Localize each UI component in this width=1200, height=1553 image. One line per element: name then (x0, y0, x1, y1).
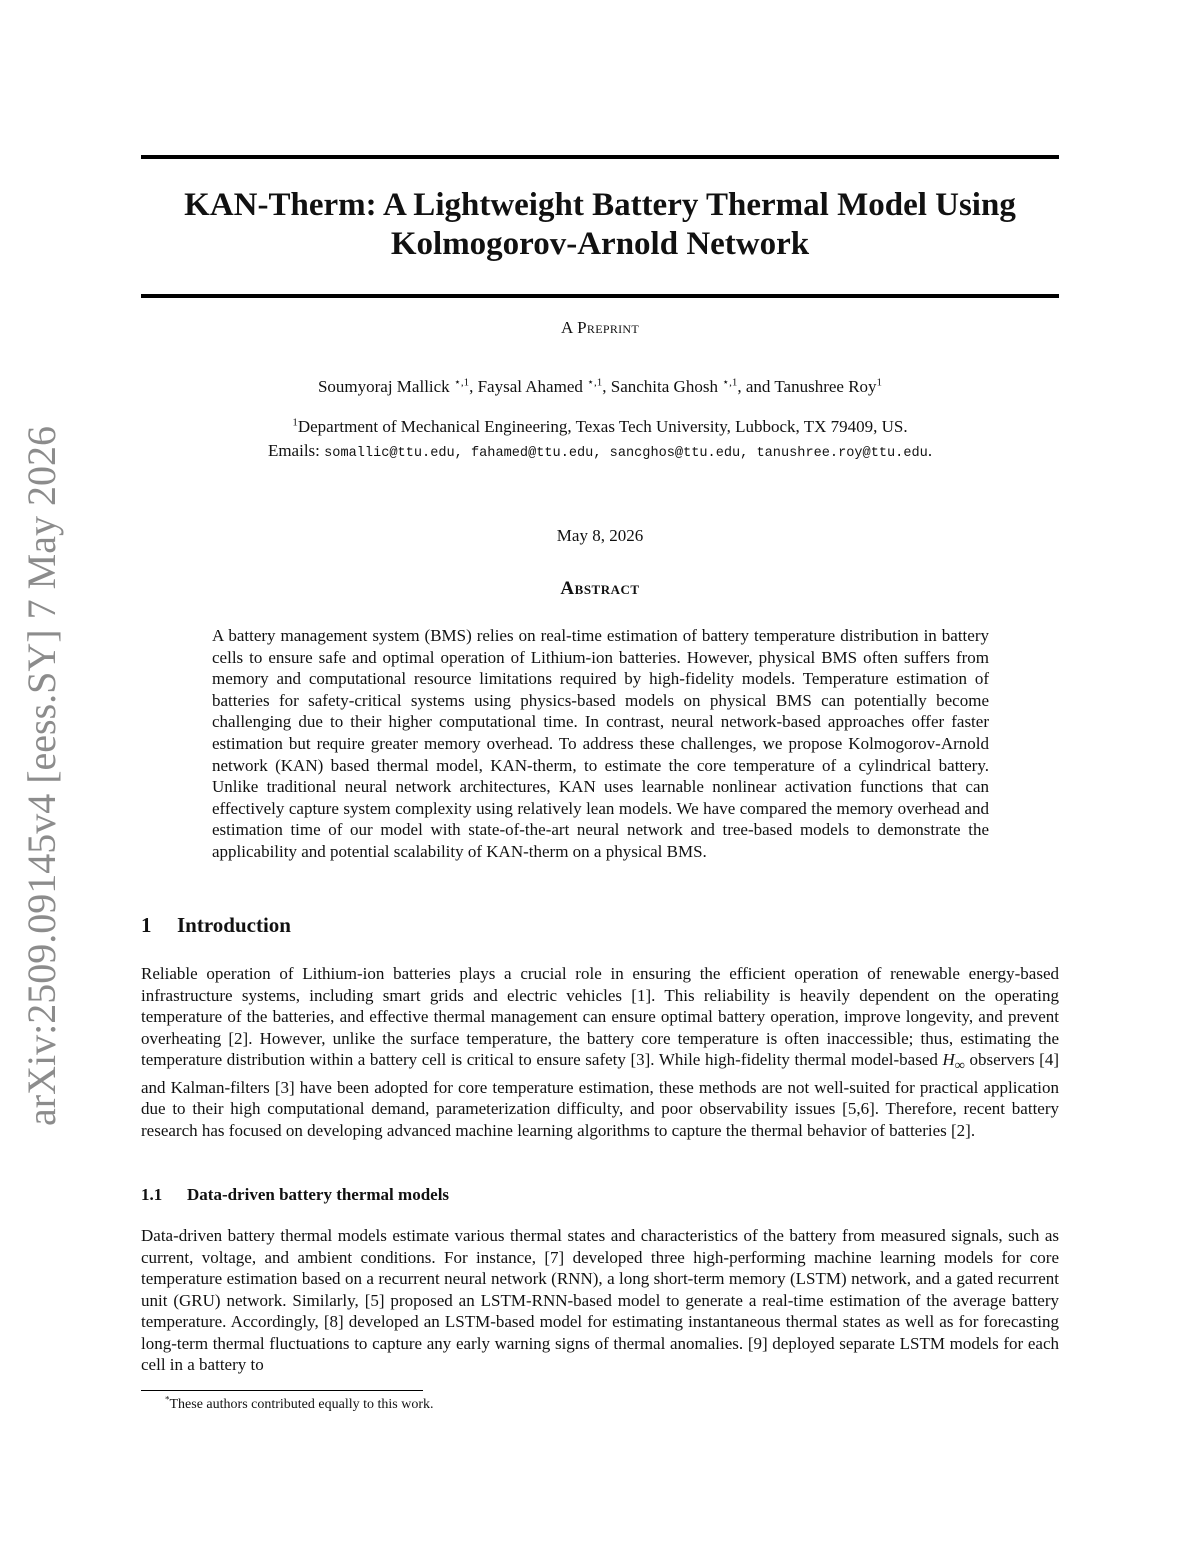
affiliation-text: Department of Mechanical Engineering, Texas Tech University, Lubbock, TX 79409, US. (297, 417, 908, 436)
footnote-mark: * (165, 1394, 170, 1405)
subsection-title: Data-driven battery thermal models (187, 1185, 450, 1204)
affiliation-mark: 1 (292, 416, 298, 429)
paper-title (141, 186, 1059, 264)
abstract-heading: Abstract (560, 578, 640, 599)
abstract-text: A battery management system (BMS) relies on real-time estimation of battery temperature distribution in battery cells to ensure safe and optimal operation of Lithium-ion batteries. However, physical BMS often suffers from memory and computational resource limitations required by high-fidelity models. Temperature estimation of batteries for safety-critical systems using physics-based models on physical BMS can potentially become challenging due to their higher computational time. In contrast, neural network-based approaches offer faster estimation but require greater memory overhead. To address these challenges, we propose Kolmogorov-Arnold network (KAN) based thermal model, KAN-therm, to estimate the core temperature of a cylindrical battery. Unlike traditional neural network architectures, KAN uses learnable nonlinear activation functions that can effectively capture system complexity using relatively lean models. We have compared the memory overhead and estimation time of our model with state-of-the-art neural network and tree-based models to demonstrate the applicability and potential scalability of KAN-therm on a physical BMS. (212, 626, 989, 861)
footnote-text: These authors contributed equally to this work. (169, 1397, 434, 1412)
author-name: Soumyoraj Mallick (317, 377, 450, 396)
section-number: 1 (141, 913, 152, 937)
author-list: Soumyoraj Mallick $^{⋆,1}$, Faysal Ahamed $^{⋆,1}$, Sanchita Ghosh $^{⋆,1}$, and Tanushree Roy$^1$ (317, 376, 883, 396)
author-mark: ⋆,1 (453, 376, 470, 389)
publication-date: May 8, 2026 (556, 526, 644, 545)
introduction-paragraph: Reliable operation of Lithium-ion batteries plays a crucial role in ensuring the efficient operation of renewable energy-based infrastructure systems, including smart grids and electric vehicles [1]. This reliability is heavily dependent on the operating temperature of the batteries, and effective thermal management can ensure optimal battery operation, improve longevity, and prevent overheating [2]. However, unlike the surface temperature, the battery core temperature is often inaccessible; thus, estimating the temperature distribution within a battery cell is critical to ensure safety [3]. While high-fidelity thermal model-based $H_\infty$ observers [4] and Kalman-filters [3] have been adopted for core temperature estimation, these methods are not well-suited for practical application due to their high computational demand, parameterization difficulty, and poor observability issues [5,6]. Therefore, recent battery research has focused on developing advanced machine learning algorithms to capture the thermal behavior of batteries [2]. (141, 964, 1060, 1140)
author-name: Tanushree Roy (774, 377, 877, 396)
section-title: Introduction (177, 913, 291, 937)
author-name: Sanchita Ghosh (610, 377, 718, 396)
preprint-label: A Preprint (560, 318, 640, 337)
section-heading-introduction (141, 913, 291, 938)
subsection-number: 1.1 (141, 1185, 163, 1204)
affiliation (141, 416, 1059, 438)
subsection-heading-data-driven (141, 1185, 449, 1205)
author-mark: ⋆,1 (722, 376, 738, 389)
author-mark: ⋆,1 (587, 376, 603, 389)
footnote-rule (141, 1390, 423, 1391)
author-mark: 1 (876, 376, 883, 389)
email-list[interactable]: somallic@ttu.edu, fahamed@ttu.edu, sancghos@ttu.edu, tanushree.roy@ttu.edu (324, 446, 928, 461)
title-line-2: Kolmogorov-Arnold Network (390, 226, 810, 262)
author-emails: Emails: somallic@ttu.edu, fahamed@ttu.edu, sancghos@ttu.edu, tanushree.roy@ttu.edu. (267, 441, 933, 461)
footnote (165, 1395, 434, 1415)
data-driven-paragraph: Data-driven battery thermal models estimate various thermal states and characteristics of the battery from measured signals, such as current, voltage, and ambient conditions. For instance, [7] developed three high-performing machine learning models for core temperature estimation based on a recurrent neural network (RNN), a long short-term memory (LSTM) network, and a gated recurrent unit (GRU) network. Similarly, [5] proposed an LSTM-RNN-based model to generate a real-time estimation of the average battery temperature. Accordingly, [8] developed an LSTM-based model for estimating instantaneous thermal states as well as for forecasting long-term thermal fluctuations to capture any early warning signs of thermal anomalies. [9] deployed separate LSTM models for each cell in a battery to (141, 1226, 1059, 1374)
title-bottom-rule (141, 294, 1059, 298)
emails-label: Emails: (267, 441, 320, 460)
title-line-1: KAN-Therm: A Lightweight Battery Thermal Model Using (184, 187, 1016, 223)
title-top-rule (141, 155, 1059, 159)
math-h-infinity: $H_\infty$ (942, 1050, 965, 1074)
arxiv-identifier-stamp: arXiv:2509.09145v4 [eess.SY] 7 May 2026 (19, 426, 64, 1126)
author-name: Faysal Ahamed (477, 377, 583, 396)
